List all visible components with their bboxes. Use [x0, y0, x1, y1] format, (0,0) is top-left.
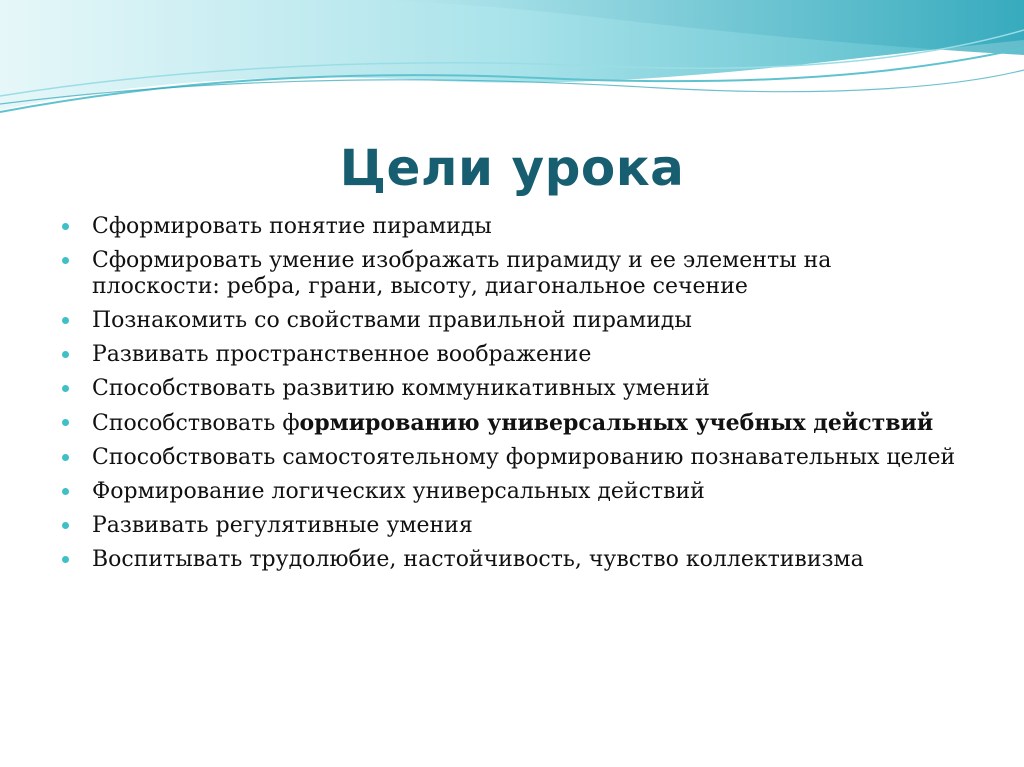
list-item-text: Способствовать развитию коммуникативных умений	[92, 376, 710, 401]
list-item	[60, 342, 960, 368]
bullet-dot-icon	[62, 223, 69, 230]
bullet-dot-icon	[62, 454, 69, 461]
slide-title: Цели урока	[339, 139, 685, 197]
bullet-dot-icon	[62, 317, 69, 324]
bullet-dot-icon	[62, 351, 69, 358]
list-item-bold-text: ормированию универсальных учебных действий	[299, 410, 934, 436]
bullet-dot-icon	[62, 419, 69, 426]
list-item-text: Сформировать умение изображать пирамиду и ее элементы на плоскости: ребра, грани, высоту, диагональное сечение	[92, 248, 832, 299]
list-item	[60, 513, 960, 539]
wave-header-decoration	[0, 0, 1024, 130]
bullet-dot-icon	[62, 522, 69, 529]
list-item-text: Развивать пространственное воображение	[92, 342, 592, 367]
goals-list	[60, 214, 960, 581]
list-item-text: Развивать регулятивные умения	[92, 513, 473, 538]
bullet-dot-icon	[62, 257, 69, 264]
list-item	[60, 547, 960, 573]
bullet-dot-icon	[62, 556, 69, 563]
list-item	[60, 479, 960, 505]
list-item	[60, 248, 960, 300]
list-item	[60, 308, 960, 334]
list-item	[60, 445, 960, 471]
list-item-text: Способствовать самостоятельному формированию познавательных целей	[92, 445, 956, 470]
list-item	[60, 214, 960, 240]
bullet-dot-icon	[62, 385, 69, 392]
list-item	[60, 376, 960, 402]
list-item-text: Сформировать понятие пирамиды	[92, 214, 492, 239]
list-item-text: Способствовать ф	[92, 411, 300, 436]
list-item	[60, 410, 960, 437]
list-item-text: Воспитывать трудолюбие, настойчивость, чувство коллективизма	[92, 547, 864, 572]
bullet-dot-icon	[62, 488, 69, 495]
list-item-text: Формирование логических универсальных действий	[92, 479, 705, 504]
list-item-text: Познакомить со свойствами правильной пирамиды	[92, 308, 692, 333]
